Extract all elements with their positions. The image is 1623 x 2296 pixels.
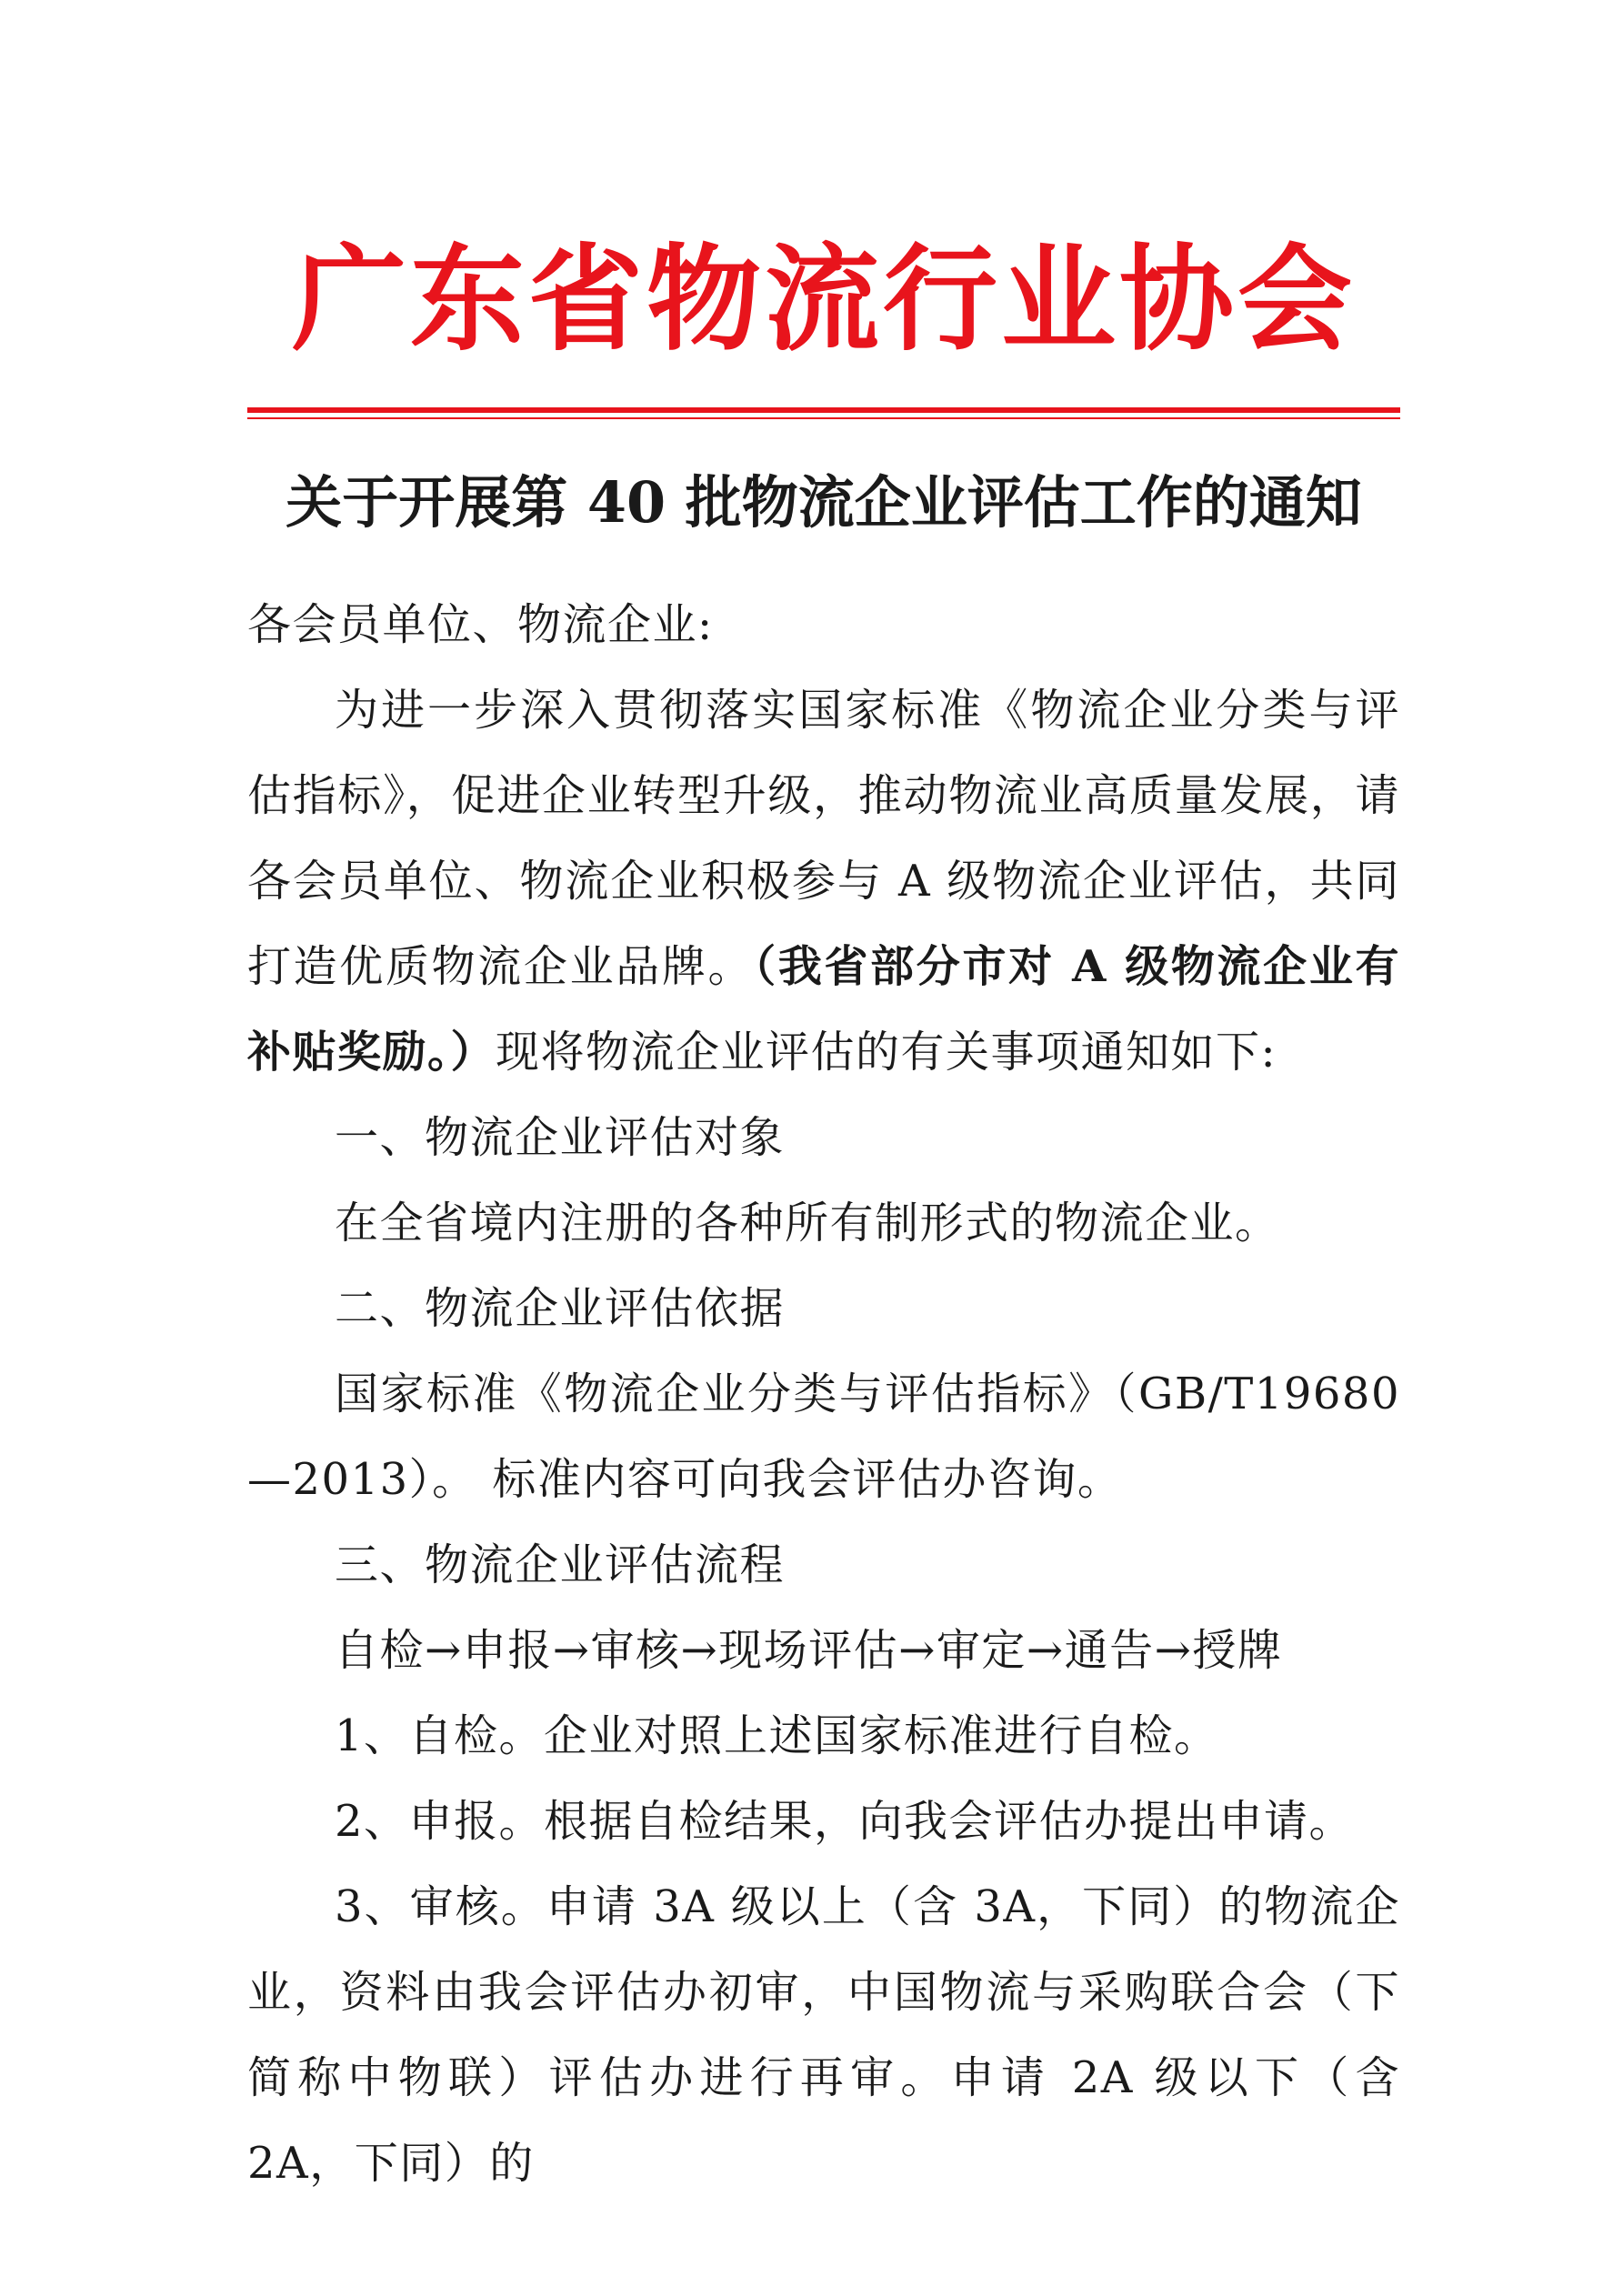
section-1-body: 在全省境内注册的各种所有制形式的物流企业。 <box>335 1198 1280 1248</box>
intro-paragraph <box>247 667 1400 1095</box>
process-flow: 自检→申报→审核→现场评估→审定→通告→授牌 <box>335 1625 1283 1676</box>
notice-title: 关于开展第 40 批物流企业评估工作的通知 <box>286 469 1362 536</box>
salutation: 各会员单位、物流企业: <box>247 599 714 650</box>
notice-body <box>247 582 1400 2206</box>
header-divider-thin <box>247 417 1400 419</box>
step-2: 2、申报。根据自检结果，向我会评估办提出申请。 <box>335 1796 1355 1847</box>
step-3: 3、审核。申请 3A 级以上（含 3A，下同）的物流企业，资料由我会评估办初审，中国物流与采购联合会（下简称中物联）评估办进行再审。申请 2A 级以下（含 2A，下同）的 <box>247 1881 1400 2189</box>
step-1: 1、自检。企业对照上述国家标准进行自检。 <box>335 1710 1219 1761</box>
intro-closing: 现将物流企业评估的有关事项通知如下: <box>496 1027 1277 1078</box>
section-2-heading: 二、物流企业评估依据 <box>335 1283 786 1334</box>
section-1-heading: 一、物流企业评估对象 <box>335 1112 786 1163</box>
header-divider-thick <box>247 407 1400 413</box>
section-2-body: 国家标准《物流企业分类与评估指标》（GB/T19680—2013）。 标准内容可向我会评估办咨询。 <box>247 1369 1400 1505</box>
subsidy-note: （我省部分市对 A 级物流企业有补贴奖励。） <box>247 941 1400 1078</box>
org-letterhead-title: 广东省物流行业协会 <box>292 233 1356 366</box>
section-3-heading: 三、物流企业评估流程 <box>335 1539 786 1590</box>
intro-text: 为进一步深入贯彻落实国家标准《物流企业分类与评估指标》，促进企业转型升级，推动物流业高质量发展，请各会员单位、物流企业积极参与 A 级物流企业评估，共同打造优质物流企业品牌。 <box>247 685 1400 992</box>
